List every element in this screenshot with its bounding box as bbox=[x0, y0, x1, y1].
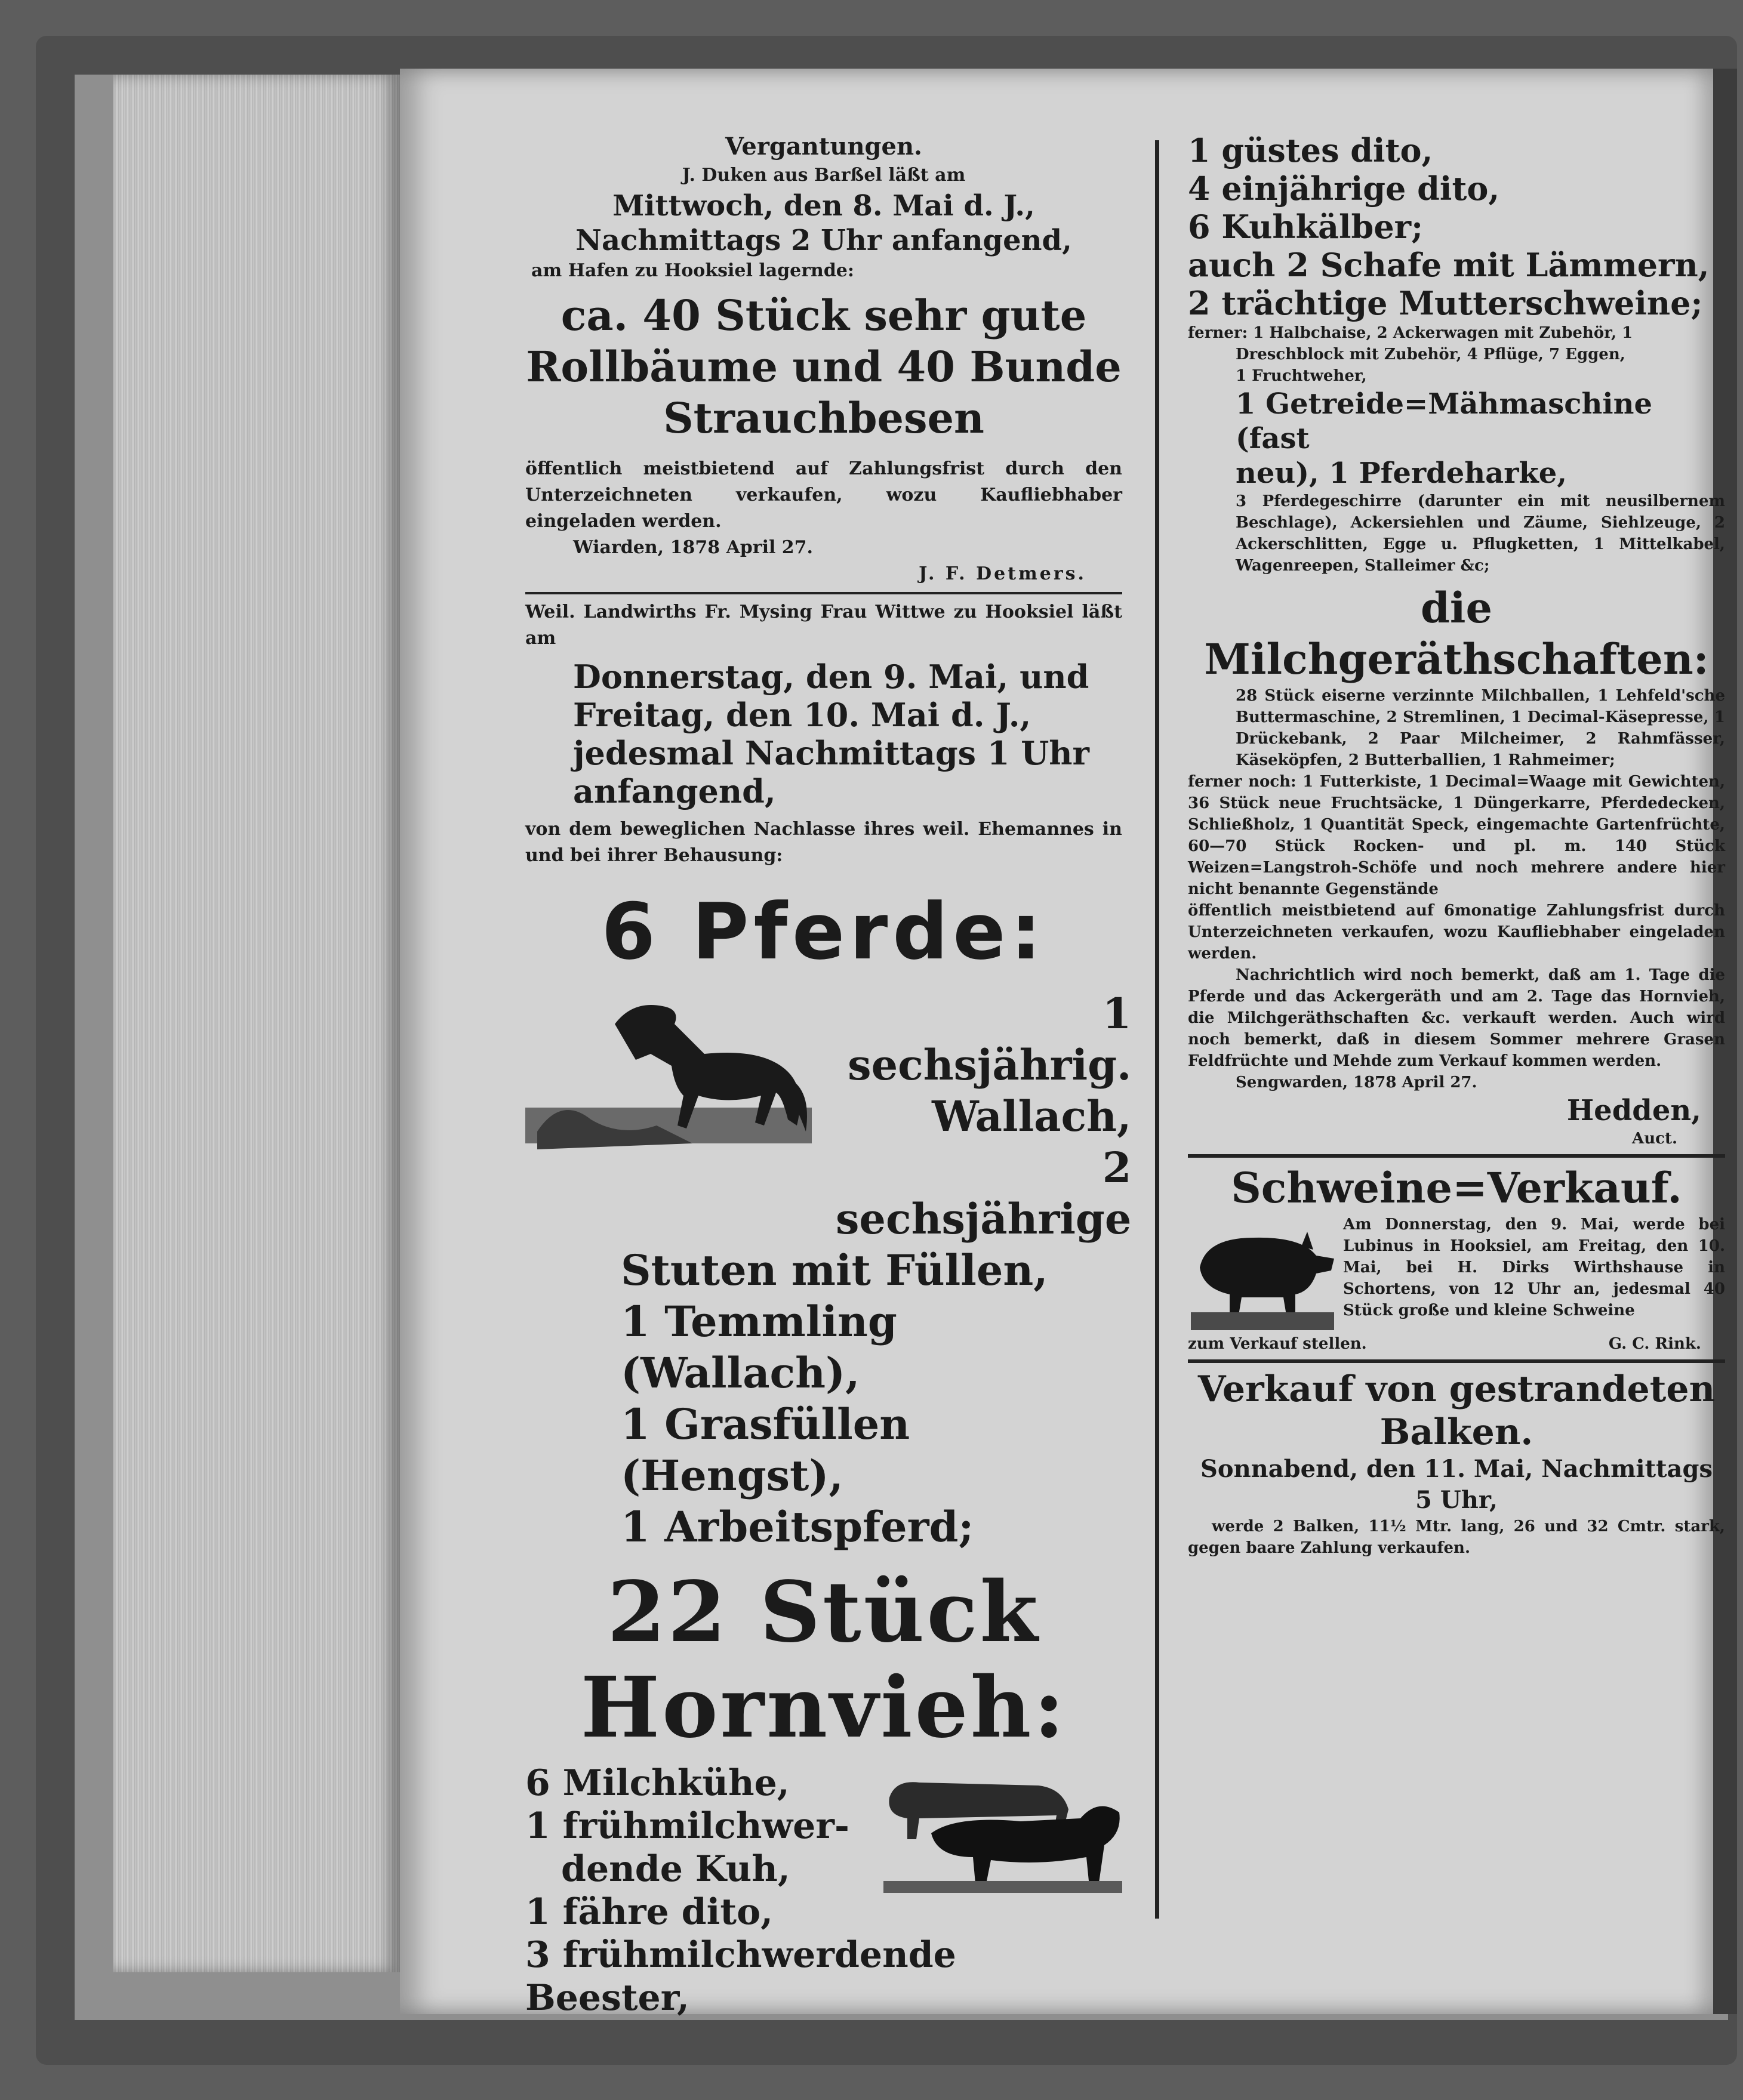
pig-illustration-icon bbox=[1188, 1214, 1337, 1333]
ad2-date3: jedesmal Nachmittags 1 Uhr bbox=[573, 734, 1090, 772]
harness-list: 3 Pferdegeschirre (darunter ein mit neusilbernem Beschlage), Ackersiehlen und Zäume, Siehlzeuge, 2 Ackerschlitten, Egge u. Pflugketten, 1 Mittelkabel, Wagenreepen, Stalleimer &c; bbox=[1236, 492, 1725, 575]
signature-2: Hedden, bbox=[1566, 1094, 1701, 1127]
horses-title: 6 Pferde: bbox=[601, 886, 1046, 977]
cattle-illustration-icon bbox=[883, 1762, 1122, 1899]
ad1-line1: J. Duken aus Barßel läßt am bbox=[682, 165, 966, 186]
cattle-title-1: 22 Stück bbox=[607, 1564, 1040, 1661]
ad1-goods3: Strauchbesen bbox=[663, 393, 984, 443]
pig-footer bbox=[1188, 1333, 1725, 1355]
left-column bbox=[525, 131, 1132, 2019]
ad2-date1: Donnerstag, den 9. Mai, und bbox=[573, 658, 1089, 696]
place-date-2: Sengwarden, 1878 April 27. bbox=[1236, 1074, 1477, 1091]
horse-line-6: 1 Grasfüllen (Hengst), bbox=[621, 1399, 910, 1500]
ad1-goods1: ca. 40 Stück sehr gute bbox=[561, 291, 1087, 340]
beam-date-1: Sonnabend, den 11. Mai, Nachmittags bbox=[1200, 1455, 1713, 1483]
cattle-line-3: dende Kuh, bbox=[561, 1848, 790, 1890]
horse-section bbox=[525, 988, 1132, 1245]
machine-line-1: 1 Getreide=Mähmaschine (fast bbox=[1236, 387, 1653, 455]
horse-illustration-icon bbox=[525, 988, 824, 1167]
pig-section bbox=[1188, 1214, 1725, 1333]
beam-date-2: 5 Uhr, bbox=[1415, 1486, 1498, 1514]
ferner-1a: ferner: 1 Halbchaise, 2 Ackerwagen mit Zubehör, 1 bbox=[1188, 324, 1633, 342]
ferner-1c: 1 Fruchtweher, bbox=[1236, 367, 1367, 385]
cattle-line-5: 3 frühmilchwerdende Beester, bbox=[525, 1934, 956, 2019]
page-edges bbox=[113, 75, 400, 1972]
cattle-section bbox=[525, 1762, 1122, 1934]
pig-signature: G. C. Rink. bbox=[1608, 1335, 1701, 1353]
ad2-intro: Weil. Landwirths Fr. Mysing Frau Wittwe zu Hooksiel läßt am bbox=[525, 602, 1122, 649]
cont-line-5: 2 trächtige Mutterschweine; bbox=[1188, 284, 1703, 322]
cattle-list bbox=[525, 1762, 883, 1934]
ad2-date4: anfangend, bbox=[573, 772, 776, 810]
ad1-terms: öffentlich meistbietend auf Zahlungsfrist durch den Unterzeichneten verkaufen, wozu Kaufliebhaber eingeladen werden. bbox=[525, 458, 1122, 532]
ferner-2: ferner noch: 1 Futterkiste, 1 Decimal=Waage mit Gewichten, 36 Stück neue Fruchtsäcke, 1 Düngerkarre, Pferdedecken, Schließholz, 1 Quantität Speck, eingemachte Gartenfrüchte, 60—70 Stück Rocken- und pl. m. 140 Stück Weizen=Langstroh-Schöfe und noch mehrere andere hier nicht benannte Gegenstände bbox=[1188, 773, 1725, 898]
beam-title-2: Balken. bbox=[1379, 1411, 1533, 1453]
cattle-line-4: 1 fähre dito, bbox=[525, 1891, 773, 1933]
horse-line-1: 1 sechsjährig. bbox=[848, 989, 1132, 1090]
cont-line-4: auch 2 Schafe mit Lämmern, bbox=[1188, 246, 1710, 284]
cont-line-2: 4 einjährige dito, bbox=[1188, 169, 1500, 208]
ad1-date: Mittwoch, den 8. Mai d. J., bbox=[612, 189, 1035, 223]
beam-title-1: Verkauf von gestrandeten bbox=[1197, 1368, 1716, 1410]
cattle-line-2: 1 frühmilchwer- bbox=[525, 1805, 849, 1847]
note: Nachrichtlich wird noch bemerkt, daß am 1. Tage die Pferde und das Ackergeräth und am 2. Tage das Hornvieh, die Milchgeräthschaften &c. verkauft werden. Auch wird noch bemerkt, daß in diesem Sommer mehrere Grasen Feldfrüchte und Mehde zum Verkauf kommen werden. bbox=[1188, 966, 1725, 1070]
cattle-line-1: 6 Milchkühe, bbox=[525, 1762, 790, 1804]
ad1-time: Nachmittags 2 Uhr anfangend, bbox=[575, 224, 1072, 257]
pig-title: Schweine=Verkauf. bbox=[1231, 1163, 1682, 1213]
ad1-heading: Vergantungen. bbox=[725, 132, 922, 161]
dairy-list: 28 Stück eiserne verzinnte Milchballen, 1 Lehfeld'sche Buttermaschine, 2 Stremlinen, 1 Decimal-Käsepresse, 1 Drückebank, 2 Paar Milcheimer, 2 Rahmfässer, Käseköpfen, 2 Butterballien, 1 Rahmeimer; bbox=[1236, 687, 1725, 769]
horse-line-2: Wallach, bbox=[932, 1091, 1132, 1141]
separator-3 bbox=[1188, 1359, 1725, 1363]
cont-line-1: 1 güstes dito, bbox=[1188, 131, 1433, 169]
cont-line-3: 6 Kuhkälber; bbox=[1188, 208, 1424, 246]
horse-line-5: 1 Temmling (Wallach), bbox=[621, 1297, 897, 1398]
ad1-signature: J. F. Detmers. bbox=[919, 563, 1086, 584]
horse-line-4: Stuten mit Füllen, bbox=[621, 1245, 1048, 1295]
ad2-date2: Freitag, den 10. Mai d. J., bbox=[573, 696, 1031, 734]
beam-text: werde 2 Balken, 11½ Mtr. lang, 26 und 32 Cmtr. stark, gegen baare Zahlung verkaufen. bbox=[1188, 1518, 1725, 1557]
horse-line-7: 1 Arbeitspferd; bbox=[621, 1502, 974, 1552]
cattle-title-2: Hornvieh: bbox=[580, 1659, 1067, 1757]
ad1-location: am Hafen zu Hooksiel lagernde: bbox=[531, 260, 854, 281]
horse-list bbox=[836, 988, 1131, 1245]
signature-2-title: Auct. bbox=[1632, 1130, 1677, 1148]
terms-2: öffentlich meistbietend auf 6monatige Zahlungsfrist durch Unterzeichneten verkaufen, wozu Kaufliebhaber eingeladen werden. bbox=[1188, 902, 1725, 963]
dairy-title: die Milchgeräthschaften: bbox=[1204, 583, 1709, 684]
machine-line-2: neu), 1 Pferdeharke, bbox=[1236, 457, 1568, 490]
pig-last: zum Verkauf stellen. bbox=[1188, 1335, 1367, 1353]
ad1-goods2: Rollbäume und 40 Bunde bbox=[526, 342, 1122, 391]
horse-line-3: 2 sechsjährige bbox=[836, 1143, 1132, 1244]
separator-2 bbox=[1188, 1154, 1725, 1158]
ferner-1b: Dreschblock mit Zubehör, 4 Pflüge, 7 Eggen, bbox=[1236, 346, 1625, 363]
pig-text: Am Donnerstag, den 9. Mai, werde bei Lubinus in Hooksiel, am Freitag, den 10. Mai, bei H. Dirks Wirthshause in Schortens, von 12 Uhr an, jedesmal 40 Stück große und kleine Schweine bbox=[1343, 1216, 1725, 1319]
separator bbox=[525, 592, 1122, 594]
ad2-estate: von dem beweglichen Nachlasse ihres weil. Ehemannes in und bei ihrer Behausung: bbox=[525, 819, 1122, 866]
right-column bbox=[1188, 131, 1725, 1559]
column-divider bbox=[1155, 140, 1159, 1919]
ad1-place-date: Wiarden, 1878 April 27. bbox=[573, 537, 813, 558]
